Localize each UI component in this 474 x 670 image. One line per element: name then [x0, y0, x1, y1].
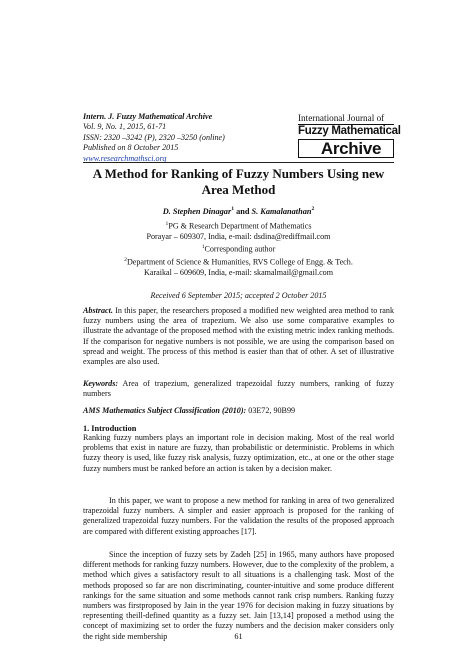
author-2-sup: 2	[311, 206, 315, 212]
journal-volume: Vol. 9, No. 1, 2015, 61-71	[83, 122, 167, 132]
received-dates: Received 6 September 2015; accepted 2 October 2015	[150, 291, 327, 300]
author-line	[83, 204, 394, 217]
abstract-label: Abstract.	[83, 306, 113, 315]
ams-label: AMS Mathematics Subject Classification (2010):	[83, 406, 247, 415]
affiliation-1-line-2: Porayar – 609307, India, e-mail: dsdina@rediffmail.com	[146, 231, 331, 241]
affiliations	[83, 219, 394, 278]
ams-classification	[83, 406, 394, 416]
journal-website-link[interactable]: www.researchmathsci.org	[83, 153, 167, 163]
author-conjunction: and	[236, 206, 250, 216]
paper-title: A Method for Ranking of Fuzzy Numbers Using new Area Method	[92, 166, 385, 197]
logo-line-1: International Journal of	[298, 113, 394, 125]
journal-issn: ISSN: 2320 –3242 (P), 2320 –3250 (online)	[83, 132, 225, 142]
header-divider	[83, 162, 394, 163]
ams-text: 03E72, 90B99	[246, 406, 296, 415]
section-heading: 1. Introduction	[83, 424, 137, 433]
author-2: S. Kamalanathan	[251, 206, 312, 216]
journal-name: Intern. J. Fuzzy Mathematical Archive	[83, 112, 213, 121]
corresponding-sup: 1	[201, 244, 205, 251]
journal-logo	[298, 113, 401, 159]
journal-header	[83, 112, 303, 164]
body-paragraph-2: In this paper, we want to propose a new method for ranking in area of two generalized trapezoidal fuzzy numbers. A simpler and easier approach is proposed for the ranking of generalized trapezoidal fuzzy numbers. For the validation the results of the proposed approach are compared with different existing approaches [17].	[83, 496, 394, 536]
affiliation-1-sup: 1	[165, 221, 169, 227]
keywords-label: Keywords:	[83, 379, 119, 388]
keywords	[83, 379, 394, 399]
abstract-text: In this paper, the researchers proposed a modified new weighted area method to rank fuzzy numbers using the area of trapezium. We also use some comparative examples to illustrate the advantage of the proposed method with the existing metric index ranking methods. If the comparison for negative numbers is not possible, we are using the comparison based on spread and weight. The process of this method is easier than that of other. A set of illustrative examples are also used.	[83, 306, 394, 367]
logo-line-2: Fuzzy Mathematical	[298, 125, 401, 137]
corresponding-author: $^1$Corresponding author	[201, 244, 276, 254]
keywords-text: Area of trapezium, generalized trapezoidal fuzzy numbers, ranking of fuzzy numbers	[83, 379, 394, 399]
affiliation-2-sup: 2	[124, 256, 127, 263]
body-paragraph-3: Since the inception of fuzzy sets by Zadeh [25] in 1965, many authors have proposed different methods for ranking fuzzy numbers. However, due to the complexity of the problem, a method which gives a satisfactory result to all situations is a challenging task. Most of the methods proposed so far are non discriminating, counter-intuitive and some produce different rankings for the same situation and some methods cannot rank crisp numbers. Ranking fuzzy numbers was firstproposed by Jain in the year 1976 for decision making in fuzzy situations by representing theill-defined quantity as a fuzzy set. Jain [13,14] proposed a method using the concept of maximizing set to order the fuzzy numbers and the decision maker considers only the right side membership	[83, 550, 394, 641]
author-1: D. Stephen Dinagar	[162, 206, 232, 216]
author-1-sup: 1	[231, 206, 234, 212]
page-number: 61	[234, 632, 243, 641]
logo-line-3: Archive	[298, 139, 394, 158]
affiliation-2-line-1: $^2$Department of Science & Humanities, RVS College of Engg. & Tech.	[124, 256, 353, 267]
affiliation-1-line-1: $^1$PG & Research Department of Mathematics	[165, 221, 312, 231]
affiliation-2-line-2: Karaikal – 609609, India, e-mail: skamalmail@gmail.com	[143, 267, 334, 277]
body-paragraph-1: Ranking fuzzy numbers plays an important role in decision making. Most of the real world problems that exist in nature are fuzzy, than probabilistic or deterministic. Problems in which fuzzy theory is used, like fuzzy risk analysis, fuzzy optimization, etc., at one or the other stage fuzzy numbers must be ranked before an action is taken by a decision maker.	[83, 433, 394, 473]
published-date: Published on 8 October 2015	[83, 143, 179, 153]
abstract	[83, 306, 394, 367]
